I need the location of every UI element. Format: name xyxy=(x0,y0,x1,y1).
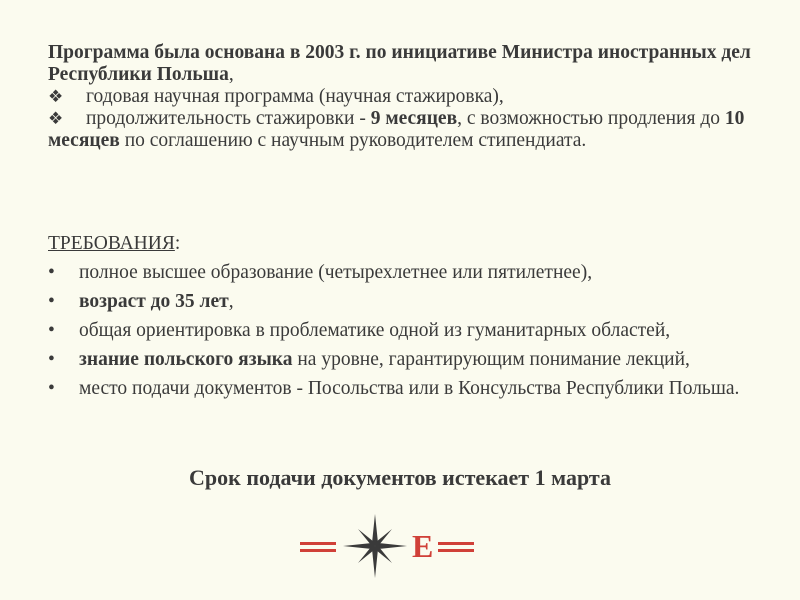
requirement-part: возраст до 35 лет xyxy=(79,291,229,312)
intro-lead-tail: , xyxy=(228,64,234,85)
intro-item xyxy=(48,86,768,108)
intro-block xyxy=(48,42,768,152)
intro-lead-bold: Программа была основана в 2003 г. по инициативе Министра иностранных дел Республики Польша xyxy=(48,42,751,85)
requirement-part: полное высшее образование (четырехлетнее или пятилетнее), xyxy=(79,262,593,283)
logo-lines-right xyxy=(438,542,474,552)
intro-lead xyxy=(48,42,768,86)
logo-graphic xyxy=(296,510,476,582)
requirement-item xyxy=(48,378,768,399)
requirements-list xyxy=(48,262,768,399)
bullet-icon: • xyxy=(48,320,55,341)
intro-item-part: , с возможностью продления до xyxy=(457,108,725,129)
requirement-item xyxy=(48,320,768,341)
requirement-part: на уровне, гарантирующим понимание лекций, xyxy=(292,349,690,370)
intro-item-part: годовая научная программа (научная стажировка), xyxy=(86,86,504,107)
requirement-item xyxy=(48,291,768,312)
bullet-icon: • xyxy=(48,378,55,399)
requirement-part: знание польского языка xyxy=(79,349,293,370)
requirements-block xyxy=(48,233,768,407)
bullet-icon: • xyxy=(48,291,55,312)
requirement-item xyxy=(48,262,768,283)
intro-item xyxy=(48,108,768,152)
diamond-bullet-icon: ❖ xyxy=(48,87,64,106)
requirement-part: общая ориентировка в проблематике одной из гуманитарных областей, xyxy=(79,320,671,341)
requirement-part: , xyxy=(228,291,234,312)
compass-star-icon xyxy=(343,514,407,578)
intro-item-part: 10 месяцев xyxy=(48,108,745,151)
bullet-icon: • xyxy=(48,262,55,283)
logo xyxy=(296,510,476,582)
diamond-bullet-icon: ❖ xyxy=(48,109,64,128)
deadline-text: Срок подачи документов истекает 1 марта xyxy=(189,465,611,490)
logo-letter: E xyxy=(412,528,434,564)
requirement-item xyxy=(48,349,768,370)
intro-item-part: продолжительность стажировки - xyxy=(86,108,371,129)
intro-item-part: по соглашению с научным руководителем стипендиата. xyxy=(119,130,587,151)
requirements-title xyxy=(48,233,768,254)
intro-item-part: 9 месяцев xyxy=(370,108,458,129)
requirements-title-suffix: : xyxy=(174,233,181,254)
bullet-icon: • xyxy=(48,349,55,370)
requirement-part: место подачи документов - Посольства или в Консульства Республики Польша. xyxy=(79,378,740,399)
requirements-title-text: ТРЕБОВАНИЯ xyxy=(48,233,175,254)
logo-lines-left xyxy=(300,542,336,552)
intro-items xyxy=(48,86,768,152)
